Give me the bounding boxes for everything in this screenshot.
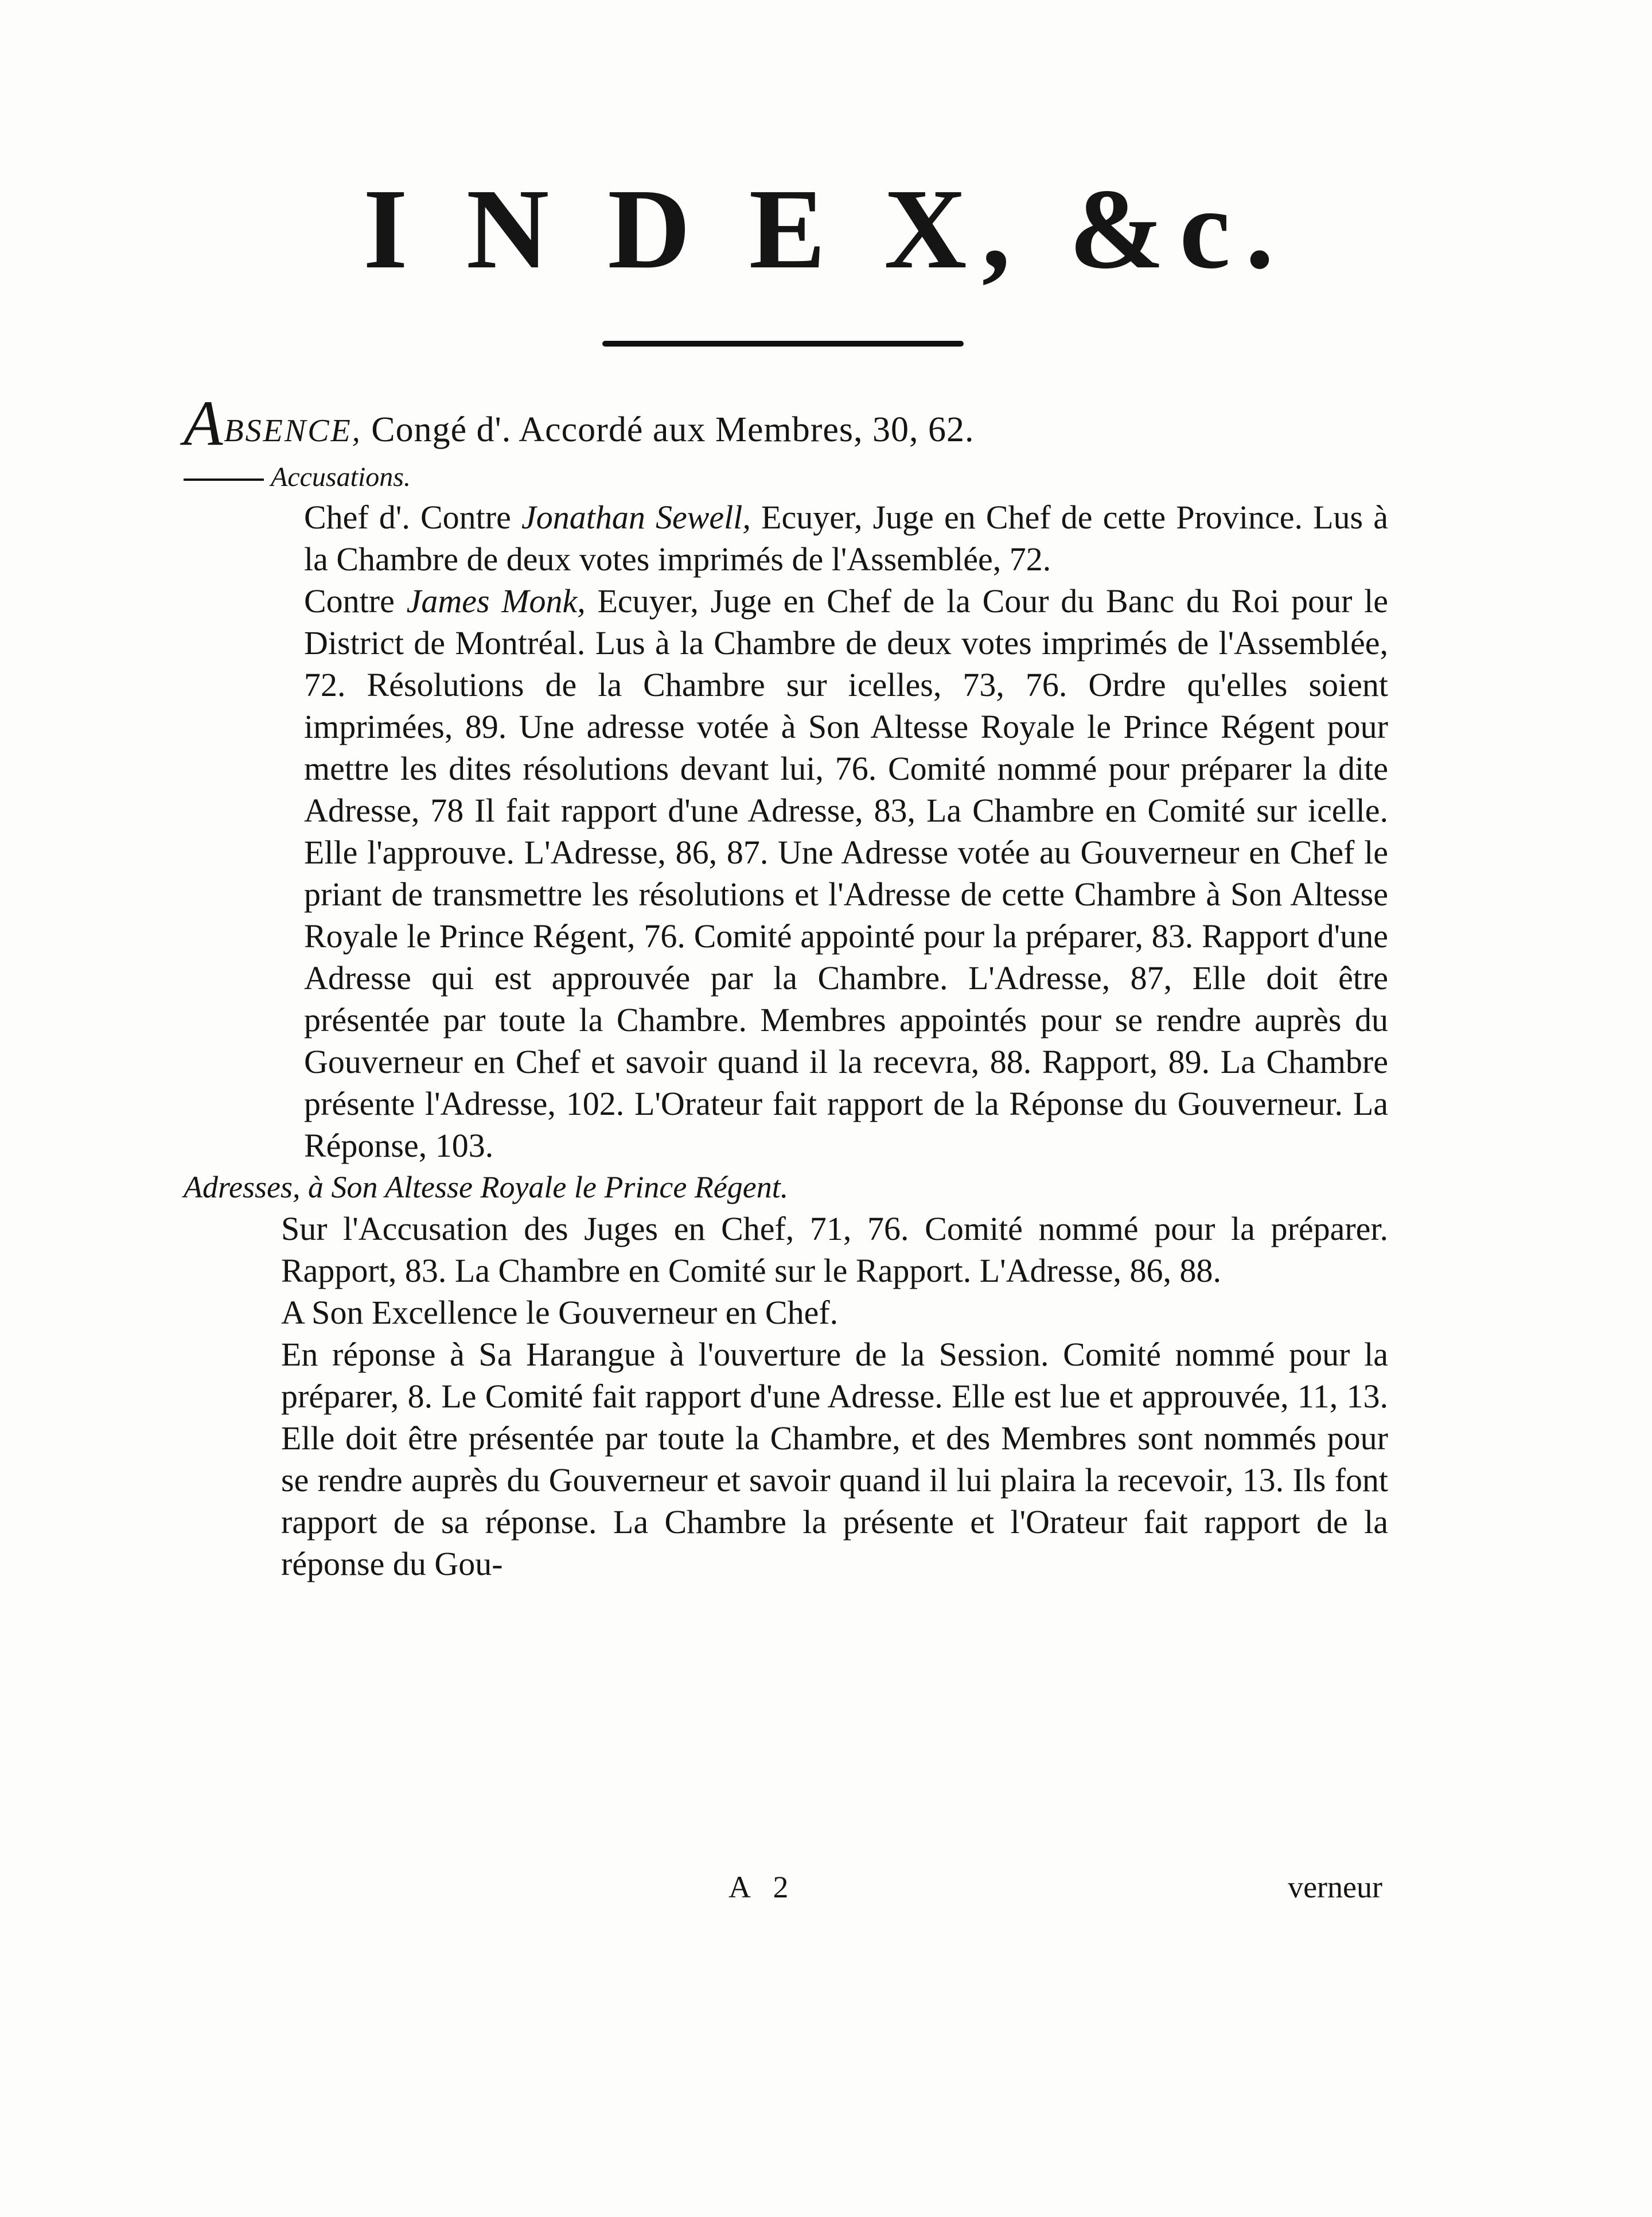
entry-accusation-juges: Sur l'Accusation des Juges en Chef, 71, 76. Comité nommé pour la préparer. Rapport, 83. La Chambre en Comité sur le Rapport. L'Adresse, 86, 88. bbox=[281, 1210, 1388, 1289]
entry-absence-word: BSENCE, bbox=[224, 413, 362, 449]
sub-accusations bbox=[184, 458, 1388, 496]
title-rule bbox=[602, 341, 964, 347]
entry-absence-text: Congé d'. Accordé aux Membres, 30, 62. bbox=[361, 410, 975, 449]
heading-adresses: Adresses, à Son Altesse Royale le Prince Régent. bbox=[184, 1170, 789, 1204]
catchword: verneur bbox=[1288, 1870, 1382, 1904]
entry-chef-sewell bbox=[304, 496, 1388, 580]
page-title: I N D E X, &c. bbox=[363, 166, 1289, 293]
index-body bbox=[184, 388, 1388, 1585]
em-dash-rule bbox=[184, 479, 264, 481]
entry-monk-rest: Ecuyer, Juge en Chef de la Cour du Banc du Roi pour le District de Montréal. Lus à la Chambre de deux votes imprimés de l'Assemblée, 72. Résolutions de la Chambre sur icelles, 73, 76. Ordre qu'elles soient imprimées, 89. Une adresse votée à Son Altesse Royale le Prince Régent pour mettre les dites résolutions devant lui, 76. Comité nommé pour préparer la dite Adresse, 78 Il fait rapport d'une Adresse, 83, La Chambre en Comité sur icelle. Elle l'approuve. L'Adresse, 86, 87. Une Adresse votée au Gouverneur en Chef le priant de transmettre les résolutions et l'Adresse de cette Chambre à Son Altesse Royale le Prince Régent, 76. Comité appointé pour la préparer, 83. Rapport d'une Adresse qui est approuvée par la Chambre. L'Adresse, 87, Elle doit être présentée par toute la Chambre. Membres appointés pour se rendre auprès du Gouverneur en Chef et savoir quand il la recevra, 88. Rapport, 89. La Chambre présente l'Adresse, 102. L'Orateur fait rapport de la Réponse du Gouverneur. La Réponse, 103. bbox=[304, 582, 1388, 1164]
entry-chef-rest: Ecuyer, Juge en Chef de cette Province. Lus à la Chambre de deux votes imprimés de l'Assemblée, 72. bbox=[304, 499, 1388, 578]
entry-harangue: En réponse à Sa Harangue à l'ouverture de la Session. Comité nommé pour la préparer, 8. Le Comité fait rapport d'une Adresse. Elle est lue et approuvée, 11, 13. Elle doit être présentée par toute la Chambre, et des Membres sont nommés pour se rendre auprès du Gouverneur et savoir quand il lui plaira la recevoir, 13. Ils font rapport de sa réponse. La Chambre la présente et l'Orateur fait rapport de la réponse du Gou- bbox=[281, 1336, 1388, 1582]
entry-absence bbox=[184, 388, 1388, 459]
entry-absence-drop-letter: A bbox=[184, 388, 224, 459]
entry-monk bbox=[304, 580, 1388, 1166]
entry-chef-lead: Chef d'. Contre bbox=[304, 499, 521, 536]
entry-monk-lead: Contre bbox=[304, 582, 407, 620]
sub-accusations-label: Accusations. bbox=[271, 462, 411, 492]
entry-chef-name: Jonathan Sewell, bbox=[521, 499, 751, 536]
entry-monk-name: James Monk, bbox=[406, 582, 586, 620]
signature-mark: A 2 bbox=[728, 1870, 797, 1904]
entry-excellence: A Son Excellence le Gouverneur en Chef. bbox=[281, 1294, 839, 1331]
page-footer bbox=[184, 1869, 1388, 1915]
